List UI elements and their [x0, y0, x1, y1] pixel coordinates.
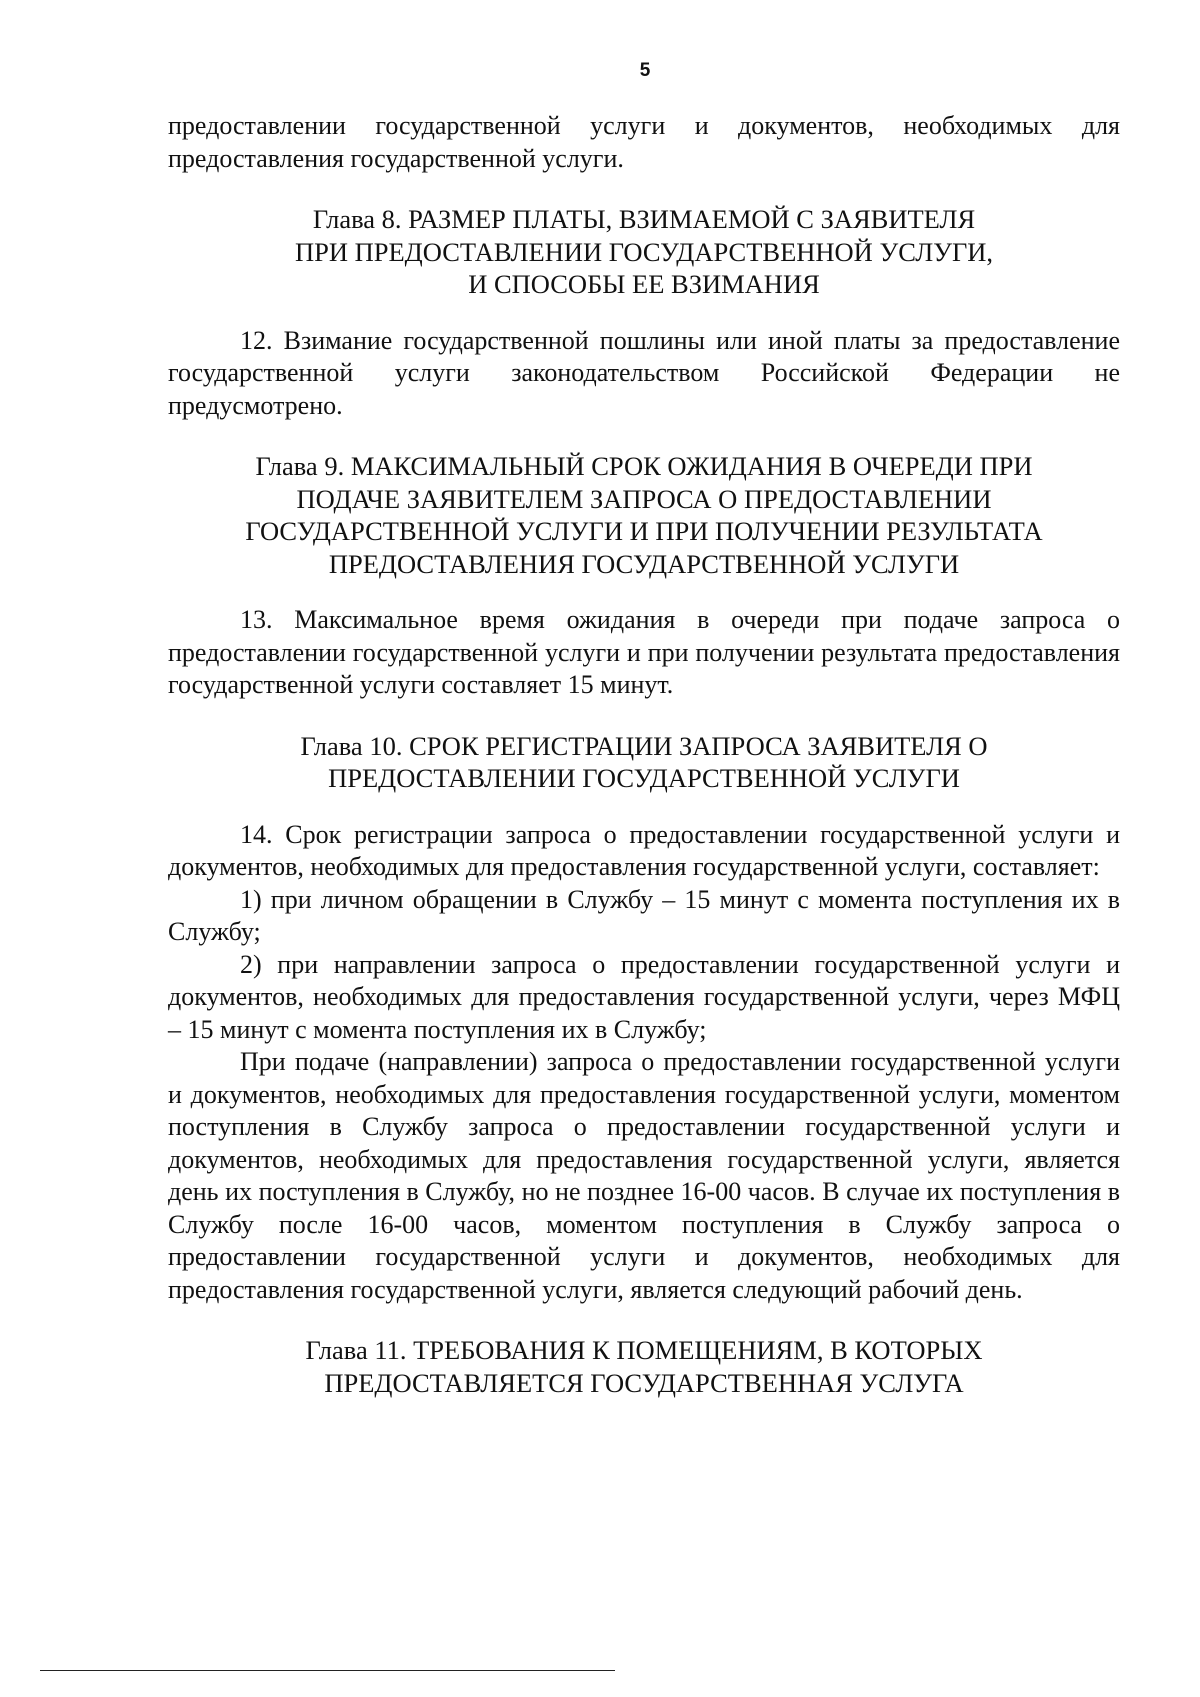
- heading-line: ГОСУДАРСТВЕННОЙ УСЛУГИ И ПРИ ПОЛУЧЕНИИ РЕЗУЛЬТАТА: [245, 516, 1043, 546]
- heading-line: И СПОСОБЫ ЕЕ ВЗИМАНИЯ: [468, 269, 820, 299]
- heading-line: ПРЕДОСТАВЛЕНИЯ ГОСУДАРСТВЕННОЙ УСЛУГИ: [328, 548, 960, 579]
- heading-line: Глава 9. МАКСИМАЛЬНЫЙ СРОК ОЖИДАНИЯ В ОЧЕРЕДИ ПРИ: [255, 451, 1033, 481]
- list-item-2: 2) при направлении запроса о предоставлении государственной услуги и документов, необходимых для предоставления государственной услуги, через МФЦ – 15 минут с момента поступления их в Службу;: [168, 949, 1120, 1044]
- paragraph-submission-time: При подаче (направлении) запроса о предоставлении государственной услуги и документов, необходимых для предоставления государственной услуги, моментом поступления в Службу запроса о предоставлении государственной услуги и документов, необходимых для предоставления государственной услуги, является день их поступления в Службу, но не позднее 16-00 часов. В случае их поступления в Службу после 16-00 часов, моментом поступления в Службу запроса о предоставлении государственной услуги и документов, необходимых для предоставления государственной услуги, является следующий рабочий день.: [168, 1047, 1120, 1304]
- chapter-9-heading: [168, 450, 1120, 580]
- page-number: 5: [639, 60, 651, 81]
- heading-line: ПРИ ПРЕДОСТАВЛЕНИИ ГОСУДАРСТВЕННОЙ УСЛУГИ,: [294, 236, 994, 267]
- chapter-10-heading: [168, 730, 1120, 795]
- paragraph-13: 13. Максимальное время ожидания в очереди при подаче запроса о предоставлении государственной услуги и при получении результата предоставления государственной услуги составляет 15 минут.: [168, 605, 1120, 699]
- paragraph-12: 12. Взимание государственной пошлины или иной платы за предоставление государственной услуги законодательством Российской Федерации не предусмотрено.: [168, 325, 1120, 420]
- heading-line: ПРЕДОСТАВЛЕНИИ ГОСУДАРСТВЕННОЙ УСЛУГИ: [328, 763, 960, 793]
- heading-line: ПРЕДОСТАВЛЯЕТСЯ ГОСУДАРСТВЕННАЯ УСЛУГА: [324, 1367, 964, 1398]
- heading-line: Глава 11. ТРЕБОВАНИЯ К ПОМЕЩЕНИЯМ, В КОТОРЫХ: [305, 1335, 983, 1365]
- paragraph-14: 14. Срок регистрации запроса о предоставлении государственной услуги и документов, необходимых для предоставления государственной услуги, составляет:: [168, 819, 1120, 881]
- document-body: [168, 110, 1120, 1399]
- heading-line: Глава 10. СРОК РЕГИСТРАЦИИ ЗАПРОСА ЗАЯВИТЕЛЯ О: [300, 730, 988, 761]
- heading-line: ПОДАЧЕ ЗАЯВИТЕЛЕМ ЗАПРОСА О ПРЕДОСТАВЛЕНИИ: [296, 483, 992, 514]
- intro-paragraph: предоставлении государственной услуги и документов, необходимых для предоставления государственной услуги.: [168, 111, 1120, 173]
- list-item-1: 1) при личном обращении в Службу – 15 минут с момента поступления их в Службу;: [168, 884, 1120, 946]
- chapter-11-heading: [168, 1334, 1120, 1399]
- footer-rule: [40, 1670, 615, 1671]
- chapter-8-heading: [168, 203, 1120, 301]
- heading-line: Глава 8. РАЗМЕР ПЛАТЫ, ВЗИМАЕМОЙ С ЗАЯВИТЕЛЯ: [312, 204, 976, 234]
